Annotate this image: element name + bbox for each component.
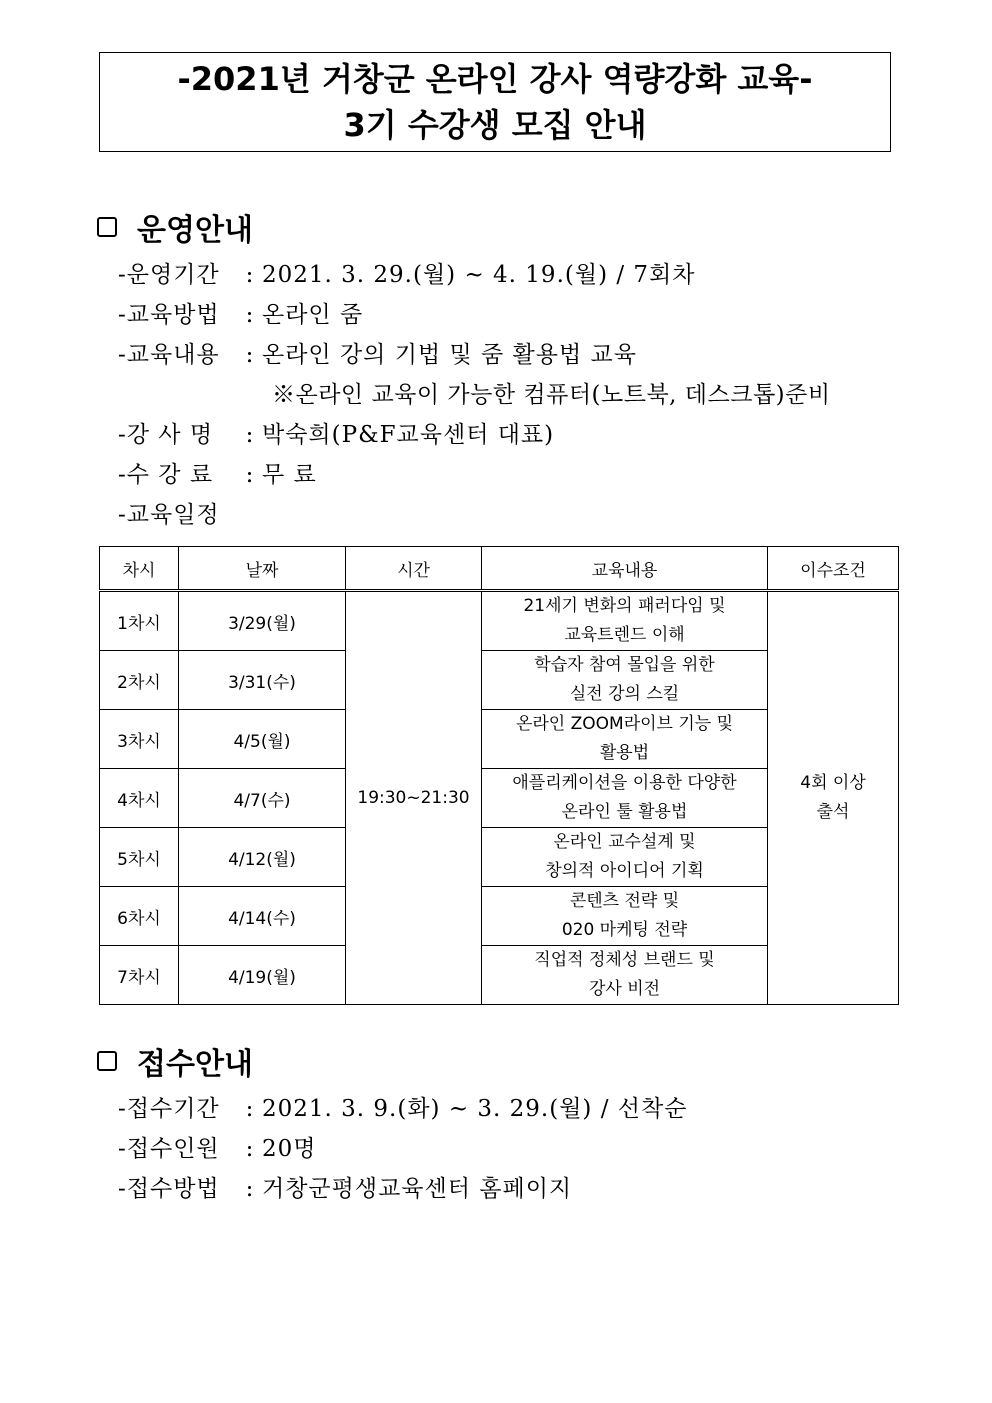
info-row-schedule bbox=[118, 496, 238, 529]
content-cell bbox=[482, 651, 768, 710]
info-key: -교육내용 bbox=[118, 342, 220, 368]
info-value: 무 료 bbox=[262, 462, 317, 488]
info-value: 거창군평생교육센터 홈페이지 bbox=[262, 1176, 573, 1202]
content-line: 온라인 교수설계 및 bbox=[553, 832, 696, 852]
info-key: -접수방법 bbox=[118, 1176, 220, 1202]
info-value: 20명 bbox=[262, 1136, 317, 1162]
content-line: 활용법 bbox=[599, 743, 650, 763]
info-separator: : bbox=[245, 1136, 255, 1162]
title-line-2: 3기 수강생 모집 안내 bbox=[343, 106, 647, 144]
content-line: 직업적 정체성 브랜드 및 bbox=[534, 950, 715, 970]
condition-line: 출석 bbox=[816, 802, 850, 822]
date-cell: 4/19(월) bbox=[179, 946, 346, 1005]
info-separator: : bbox=[245, 302, 255, 328]
info-key: -접수기간 bbox=[118, 1096, 220, 1122]
session-cell: 5차시 bbox=[100, 828, 179, 887]
content-line: 강사 비전 bbox=[588, 979, 661, 999]
info-key: -교육일정 bbox=[118, 502, 220, 528]
column-header: 시간 bbox=[346, 547, 482, 591]
info-value: 2021. 3. 29.(월) ~ 4. 19.(월) / 7회차 bbox=[262, 262, 696, 288]
checkbox-icon bbox=[97, 217, 117, 237]
content-line: 21세기 변화의 패러다임 및 bbox=[523, 596, 726, 616]
info-separator: : bbox=[245, 1096, 255, 1122]
section-title: 운영안내 bbox=[137, 213, 253, 248]
info-separator: : bbox=[245, 462, 255, 488]
info-key: -강 사 명 bbox=[118, 422, 214, 448]
content-line: 학습자 참여 몰입을 위한 bbox=[534, 655, 715, 675]
content-cell bbox=[482, 946, 768, 1005]
info-key: -교육방법 bbox=[118, 302, 220, 328]
condition-line: 4회 이상 bbox=[800, 773, 866, 793]
column-header: 교육내용 bbox=[482, 547, 768, 591]
info-separator: : bbox=[245, 262, 255, 288]
section-heading-registration bbox=[97, 1039, 253, 1083]
content-line: 020 마케팅 전략 bbox=[561, 920, 688, 940]
info-key: -접수인원 bbox=[118, 1136, 220, 1162]
session-cell: 4차시 bbox=[100, 769, 179, 828]
date-cell: 3/31(수) bbox=[179, 651, 346, 710]
info-row-reg-method bbox=[118, 1170, 572, 1203]
date-cell: 4/12(월) bbox=[179, 828, 346, 887]
info-key: -수 강 료 bbox=[118, 462, 214, 488]
document-title bbox=[99, 52, 891, 152]
session-cell: 7차시 bbox=[100, 946, 179, 1005]
content-line: 창의적 아이디어 기획 bbox=[545, 861, 704, 881]
info-value: 온라인 줌 bbox=[262, 302, 364, 328]
content-cell bbox=[482, 828, 768, 887]
info-value: 온라인 강의 기법 및 줌 활용법 교육 bbox=[262, 342, 637, 368]
info-key: -운영기간 bbox=[118, 262, 220, 288]
content-line: 콘텐츠 전략 및 bbox=[569, 891, 680, 911]
content-cell bbox=[482, 710, 768, 769]
info-value: 2021. 3. 9.(화) ~ 3. 29.(월) / 선착순 bbox=[262, 1096, 688, 1122]
content-line: 애플리케이션을 이용한 다양한 bbox=[512, 773, 737, 793]
condition-cell bbox=[768, 591, 899, 1005]
info-separator: : bbox=[245, 422, 255, 448]
column-header: 날짜 bbox=[179, 547, 346, 591]
content-cell bbox=[482, 887, 768, 946]
info-separator: : bbox=[245, 342, 255, 368]
schedule-table bbox=[99, 546, 899, 1005]
title-line-1: -2021년 거창군 온라인 강사 역량강화 교육- bbox=[177, 60, 813, 98]
date-cell: 4/5(월) bbox=[179, 710, 346, 769]
session-cell: 1차시 bbox=[100, 591, 179, 651]
session-cell: 3차시 bbox=[100, 710, 179, 769]
info-row-reg-period bbox=[118, 1090, 687, 1123]
content-cell bbox=[482, 591, 768, 651]
date-cell: 4/7(수) bbox=[179, 769, 346, 828]
info-note: ※온라인 교육이 가능한 컴퓨터(노트북, 데스크톱)준비 bbox=[272, 382, 831, 408]
date-cell: 4/14(수) bbox=[179, 887, 346, 946]
info-row-fee bbox=[118, 456, 317, 489]
info-row-content bbox=[118, 336, 637, 369]
session-cell: 2차시 bbox=[100, 651, 179, 710]
section-title: 접수안내 bbox=[137, 1047, 253, 1082]
column-header: 이수조건 bbox=[768, 547, 899, 591]
table-header-row bbox=[100, 547, 899, 591]
info-row-period bbox=[118, 256, 695, 289]
info-separator: : bbox=[245, 1176, 255, 1202]
info-value: 박숙희(P&F교육센터 대표) bbox=[262, 422, 555, 448]
session-cell: 6차시 bbox=[100, 887, 179, 946]
content-cell bbox=[482, 769, 768, 828]
content-line: 교육트렌드 이해 bbox=[564, 625, 685, 645]
time-cell: 19:30~21:30 bbox=[346, 591, 482, 1005]
checkbox-icon bbox=[97, 1051, 117, 1071]
section-heading-operation bbox=[97, 205, 253, 249]
content-line: 온라인 툴 활용법 bbox=[561, 802, 688, 822]
column-header: 차시 bbox=[100, 547, 179, 591]
table-row bbox=[100, 591, 899, 651]
content-line: 온라인 ZOOM라이브 기능 및 bbox=[515, 714, 734, 734]
info-row-reg-capacity bbox=[118, 1130, 317, 1163]
info-row-method bbox=[118, 296, 363, 329]
date-cell: 3/29(월) bbox=[179, 591, 346, 651]
info-row-instructor bbox=[118, 416, 554, 449]
content-line: 실전 강의 스킬 bbox=[569, 684, 680, 704]
